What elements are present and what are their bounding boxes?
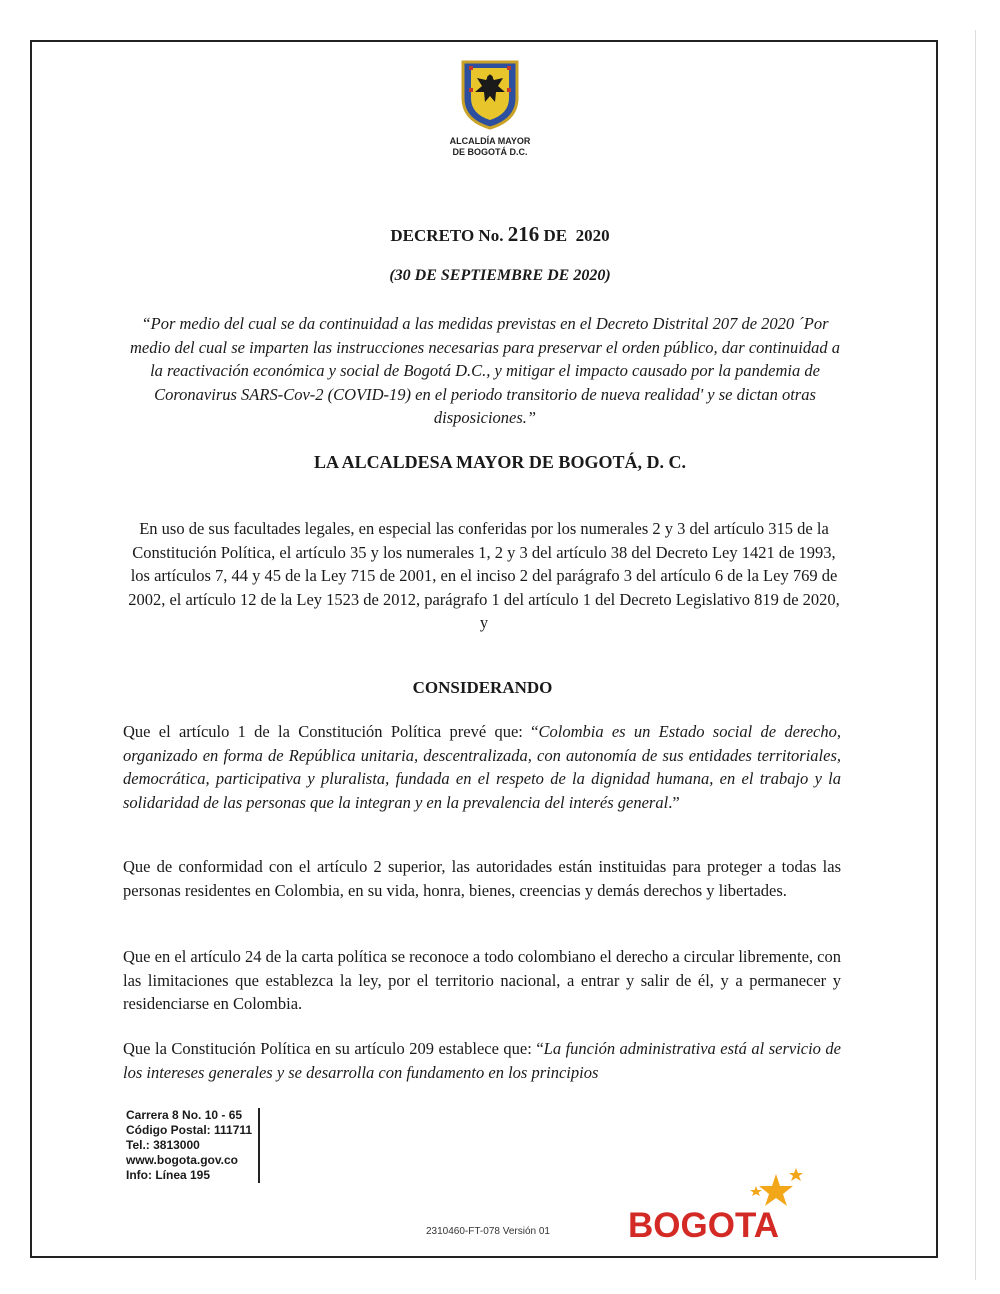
decree-date: (30 DE SEPTIEMBRE DE 2020)	[389, 267, 611, 284]
paragraph-2: Que de conformidad con el artículo 2 superior, las autoridades están instituidas para proteger a todas las personas residentes en Colombia, en su vida, honra, bienes, creencias y demás derechos y libertades.	[123, 857, 841, 900]
p4-quote: La función administrativa está al servicio de los intereses generales y se desarrolla con fundamento en los principios	[123, 1039, 841, 1082]
paragraph-3: Que en el artículo 24 de la carta política se reconoce a todo colombiano el derecho a circular libremente, con las limitaciones que establezca la ley, por el territorio nacional, a entrar y salir de él, y a permanecer y residenciarse en Colombia.	[123, 947, 841, 1013]
decree-title	[0, 222, 1000, 247]
coat-of-arms-icon	[459, 58, 521, 130]
decree-subject: “Por medio del cual se da continuidad a las medidas previstas en el Decreto Distrital 207 de 2020 ´Por medio del cual se imparten las instrucciones necesarias para preservar el orden público, dar continuidad a la reactivación económica y social de Bogotá D.C., y mitigar el impacto causado por la pandemia de Coronavirus SARS-Cov-2 (COVID-19) en el periodo transitorio de nueva realidad' y se dictan otras disposiciones.”	[130, 314, 841, 427]
address-line: Tel.: 3813000	[126, 1138, 200, 1152]
legal-powers: En uso de sus facultades legales, en especial las conferidas por los numerales 2 y 3 del artículo 315 de la Constitución Política, el artículo 35 y los numerales 1, 2 y 3 del artículo 38 del Decreto Ley 1421 de 1993, los artículos 7, 44 y 45 de la Ley 715 de 2001, en el inciso 2 del parágrafo 3 del artículo 6 de la Ley 769 de 2002, el artículo 12 de la Ley 1523 de 2012, parágrafo 1 del artículo 1 del Decreto Legislativo 819 de 2020, y	[128, 519, 840, 632]
paragraph-4	[123, 1037, 841, 1084]
form-code: 2310460-FT-078 Versión 01	[426, 1226, 550, 1237]
authority-heading: LA ALCALDESA MAYOR DE BOGOTÁ, D. C.	[314, 452, 686, 472]
scan-edge	[975, 30, 976, 1280]
decree-year: 2020	[575, 226, 610, 245]
address-line: Info: Línea 195	[126, 1168, 211, 1182]
decree-de: DE	[543, 226, 568, 245]
paragraph-1	[123, 720, 841, 814]
decree-number: 216	[507, 222, 540, 246]
logo-line-1: ALCALDÍA MAYOR	[449, 136, 531, 146]
address-line: Carrera 8 No. 10 - 65	[126, 1108, 243, 1122]
brand-wordmark: BOGOTA	[628, 1206, 780, 1245]
p1-intro: Que el artículo 1 de la Constitución Política prevé que: “	[123, 722, 539, 741]
footer-address	[126, 1108, 260, 1183]
p1-end: .”	[668, 792, 680, 812]
decree-prefix: DECRETO No.	[390, 226, 504, 245]
website-link[interactable]: www.bogota.gov.co	[126, 1153, 238, 1167]
address-line: Código Postal: 111711	[126, 1123, 253, 1137]
considerando-heading: CONSIDERANDO	[412, 678, 553, 697]
logo-line-2: DE BOGOTÁ D.C.	[452, 147, 528, 157]
bogota-brand-logo	[626, 1166, 816, 1261]
p1-quote: Colombia es un Estado social de derecho, organizado en forma de República unitaria, descentralizada, con autonomía de sus entidades territoriales, democrática, participativa y pluralista, fundada en el respeto de la dignidad humana, en el trabajo y la solidaridad de las personas que la integran y en la prevalencia del interés general	[123, 722, 841, 812]
p4-intro: Que la Constitución Política en su artículo 209 establece que: “	[123, 1039, 544, 1058]
alcaldia-logo	[440, 58, 540, 158]
